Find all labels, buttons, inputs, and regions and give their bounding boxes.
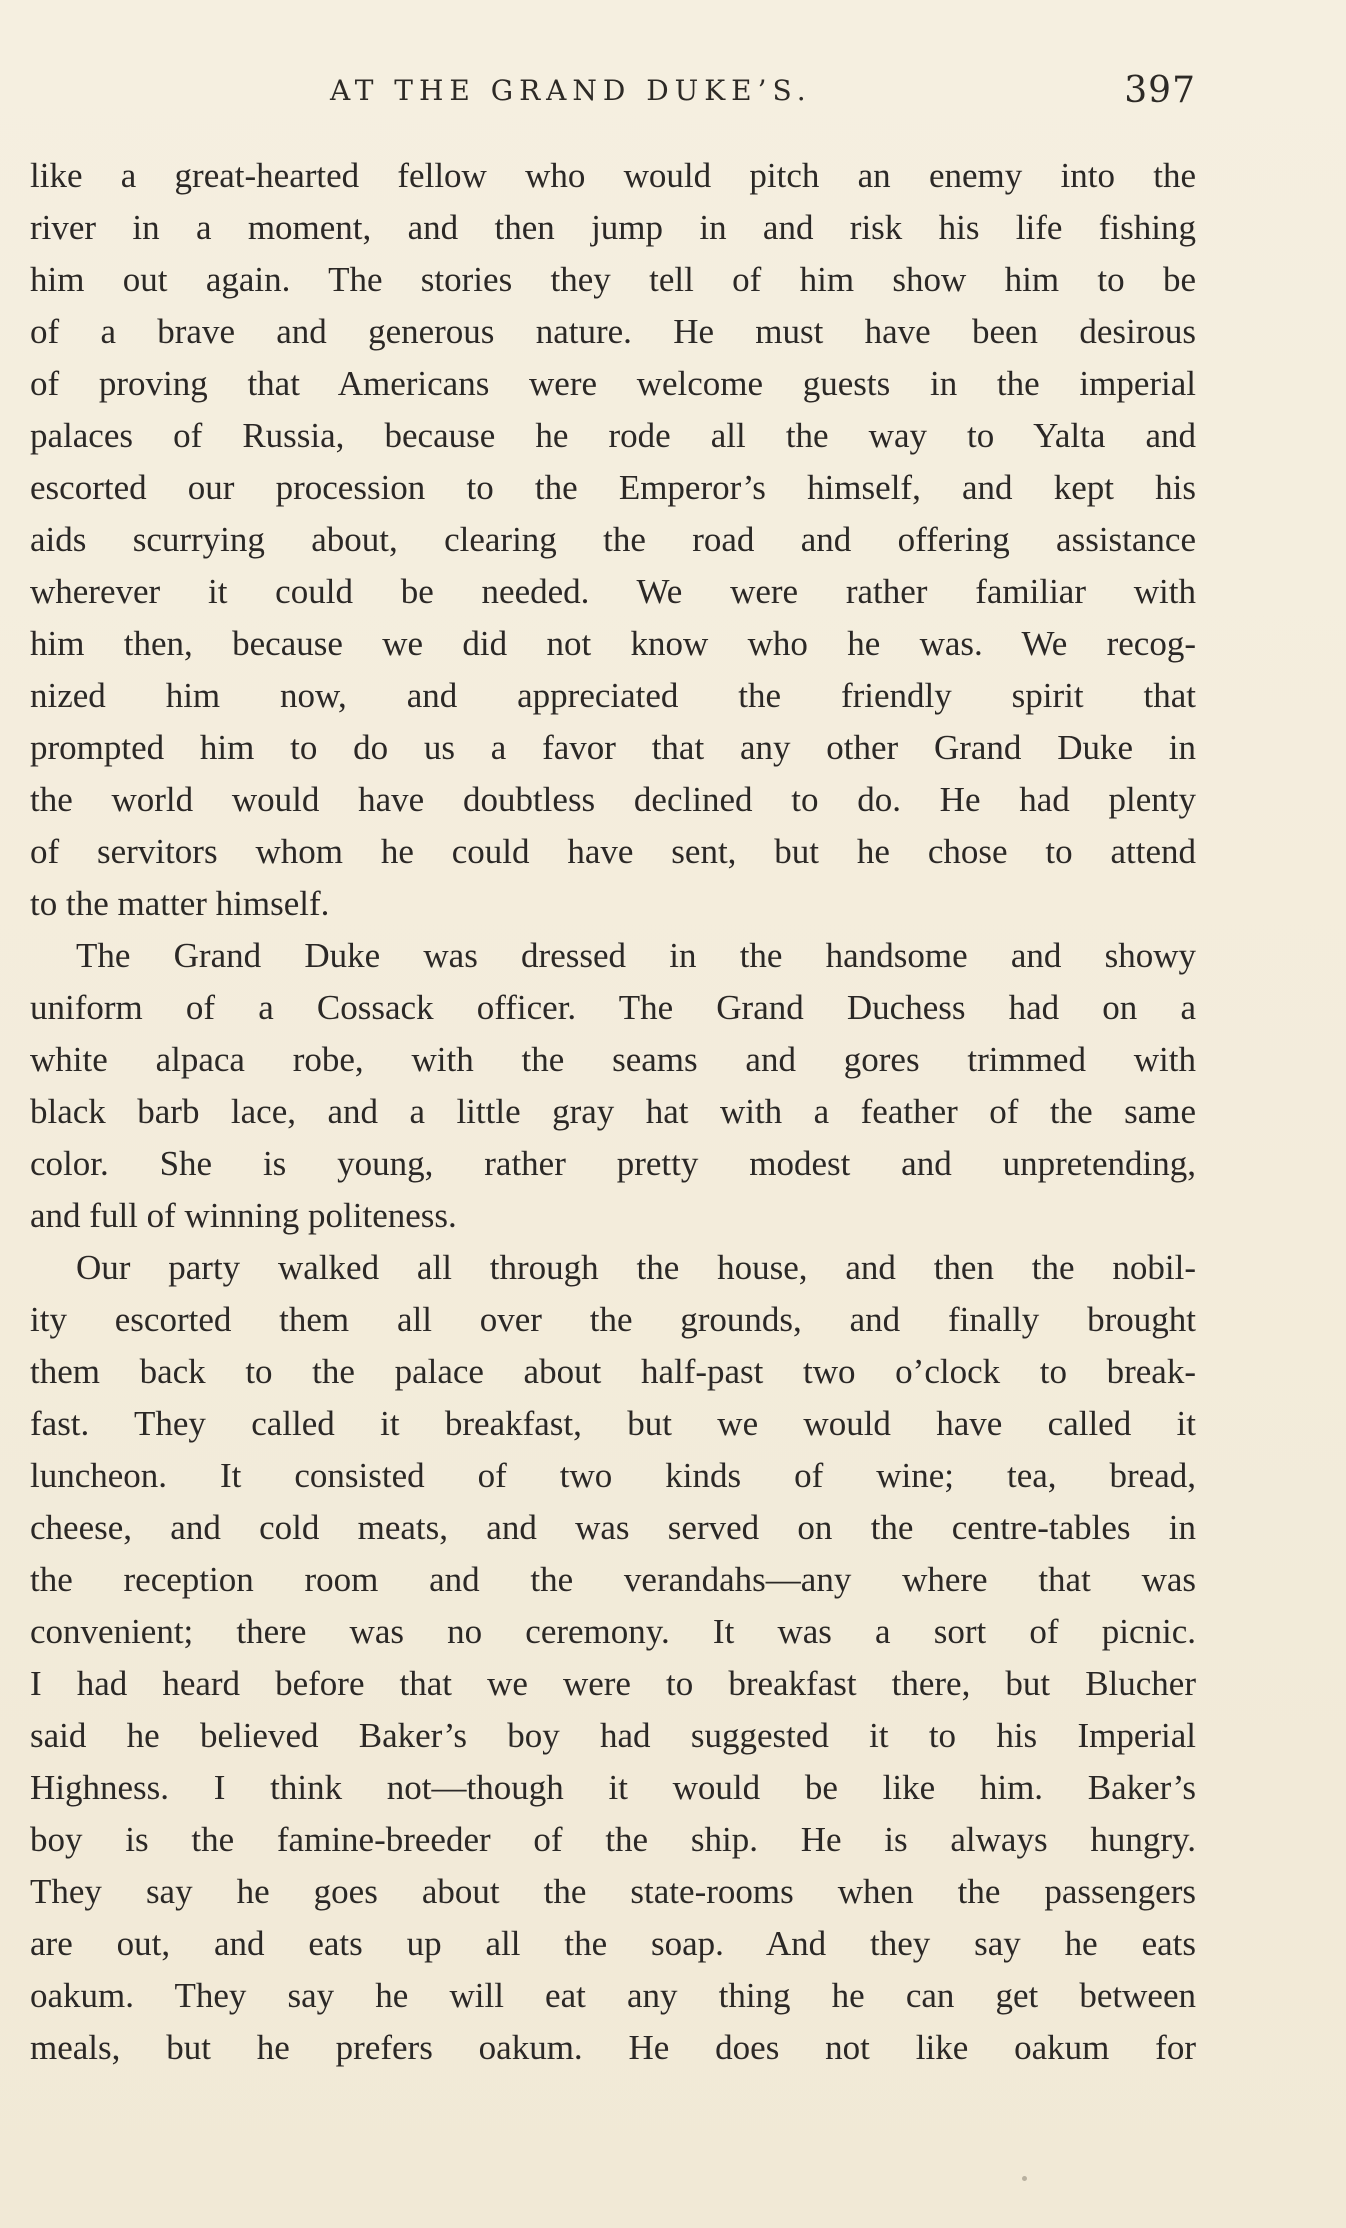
text-line: ity escorted them all over the grounds, and finally brought [30, 1300, 1196, 1339]
text-line: luncheon. It consisted of two kinds of wine; tea, bread, [30, 1456, 1196, 1495]
running-title: AT THE GRAND DUKE’S. [330, 74, 812, 107]
text-line: Our party walked all through the house, and then the nobil- [76, 1248, 1196, 1287]
text-line: prompted him to do us a favor that any other Grand Duke in [30, 728, 1196, 767]
text-line: the reception room and the verandahs—any where that was [30, 1560, 1196, 1599]
text-line: color. She is young, rather pretty modest and unpretending, [30, 1144, 1196, 1183]
text-line: them back to the palace about half-past two o’clock to break- [30, 1352, 1196, 1391]
text-line: convenient; there was no ceremony. It was a sort of picnic. [30, 1612, 1196, 1651]
text-line: cheese, and cold meats, and was served on the centre-tables in [30, 1508, 1196, 1547]
text-line: the world would have doubtless declined to do. He had plenty [30, 780, 1196, 819]
text-line: river in a moment, and then jump in and risk his life fishing [30, 208, 1196, 247]
text-line: meals, but he prefers oakum. He does not like oakum for [30, 2028, 1196, 2067]
text-line: to the matter himself. [30, 884, 330, 923]
text-line: Highness. I think not—though it would be like him. Baker’s [30, 1768, 1196, 1807]
page-number: 397 [1124, 70, 1196, 111]
text-line: black barb lace, and a little gray hat with a feather of the same [30, 1092, 1196, 1131]
text-line: him then, because we did not know who he was. We recog- [30, 624, 1196, 663]
text-line: of servitors whom he could have sent, but he chose to attend [30, 832, 1196, 871]
text-line: oakum. They say he will eat any thing he can get between [30, 1976, 1196, 2015]
text-line: palaces of Russia, because he rode all the way to Yalta and [30, 416, 1196, 455]
text-line: like a great-hearted fellow who would pitch an enemy into the [30, 156, 1196, 195]
body-text [30, 150, 1196, 2074]
text-line: nized him now, and appreciated the friendly spirit that [30, 676, 1196, 715]
text-line: They say he goes about the state-rooms when the passengers [30, 1872, 1196, 1911]
text-line: boy is the famine-breeder of the ship. He is always hungry. [30, 1820, 1196, 1859]
text-line: him out again. The stories they tell of him show him to be [30, 260, 1196, 299]
paper-speck [1022, 2176, 1027, 2181]
text-line: I had heard before that we were to breakfast there, but Blucher [30, 1664, 1196, 1703]
text-line: of proving that Americans were welcome guests in the imperial [30, 364, 1196, 403]
text-line: The Grand Duke was dressed in the handsome and showy [76, 936, 1196, 975]
text-line: of a brave and generous nature. He must have been desirous [30, 312, 1196, 351]
text-line: white alpaca robe, with the seams and gores trimmed with [30, 1040, 1196, 1079]
running-head [30, 66, 1196, 126]
text-line: aids scurrying about, clearing the road and offering assistance [30, 520, 1196, 559]
text-line: are out, and eats up all the soap. And they say he eats [30, 1924, 1196, 1963]
paragraph-1 [30, 150, 1196, 930]
text-line: said he believed Baker’s boy had suggested it to his Imperial [30, 1716, 1196, 1755]
paragraph-2 [30, 930, 1196, 1242]
text-line: uniform of a Cossack officer. The Grand Duchess had on a [30, 988, 1196, 1027]
paragraph-3 [30, 1242, 1196, 2074]
text-line: and full of winning politeness. [30, 1196, 457, 1235]
text-line: wherever it could be needed. We were rather familiar with [30, 572, 1196, 611]
text-line: escorted our procession to the Emperor’s himself, and kept his [30, 468, 1196, 507]
text-line: fast. They called it breakfast, but we would have called it [30, 1404, 1196, 1443]
